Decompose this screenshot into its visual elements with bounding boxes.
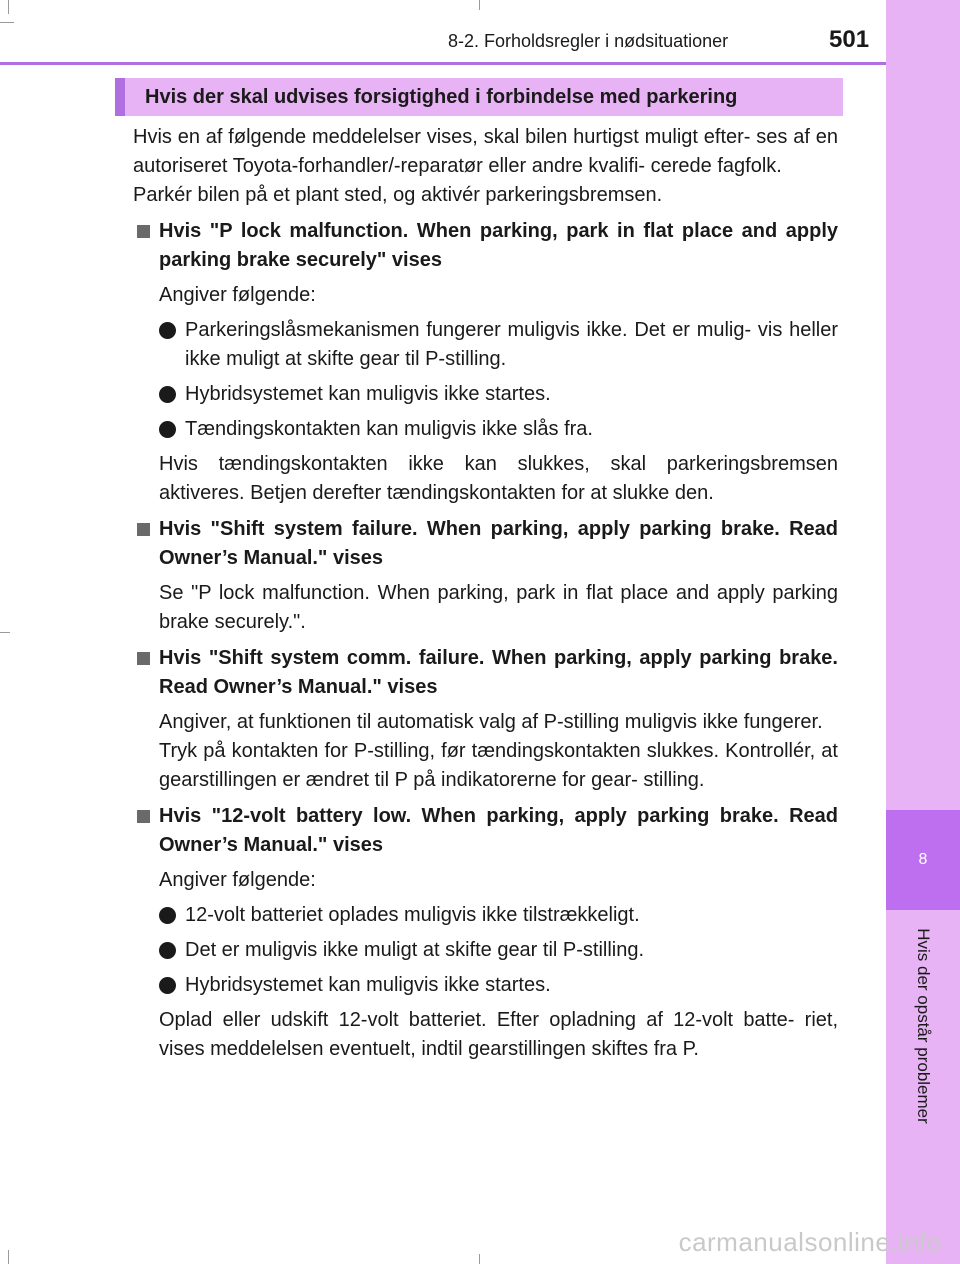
- item-heading-text: Hvis "P lock malfunction. When parking, park in flat place and apply parking brake securely" vises: [159, 220, 838, 271]
- list-item-text: Parkeringslåsmekanismen fungerer muligvis ikke. Det er mulig- vis heller ikke muligt at skifte gear til P-stilling.: [185, 319, 838, 370]
- bullet-list: [159, 316, 838, 444]
- list-item: [159, 316, 838, 374]
- square-bullet-icon: [137, 225, 150, 238]
- list-item-text: 12-volt batteriet oplades muligvis ikke tilstrækkeligt.: [185, 904, 640, 926]
- message-item: [133, 644, 838, 795]
- item-heading: [133, 644, 838, 702]
- item-heading-text: Hvis "Shift system comm. failure. When parking, apply parking brake. Read Owner’s Manual." vises: [159, 647, 838, 698]
- round-bullet-icon: [159, 421, 176, 438]
- header-rule: [0, 62, 886, 65]
- item-text: Se "P lock malfunction. When parking, park in flat place and apply parking brake securely.".: [159, 582, 838, 633]
- crop-mark: [479, 0, 480, 10]
- item-body: [133, 281, 838, 508]
- bullet-list: [159, 901, 838, 1000]
- intro-paragraph: Parkér bilen på et plant sted, og aktivér parkeringsbremsen.: [133, 184, 663, 206]
- item-body: [133, 708, 838, 795]
- intro-paragraph: Hvis en af følgende meddelelser vises, skal bilen hurtigst muligt efter- ses af en autoriseret Toyota-forhandler/-reparatør eller andre kvalifi- cerede fagfolk.: [133, 126, 838, 177]
- round-bullet-icon: [159, 907, 176, 924]
- square-bullet-icon: [137, 810, 150, 823]
- crop-mark: [0, 22, 14, 23]
- crop-mark: [8, 1250, 9, 1264]
- caution-heading-box: [115, 78, 843, 116]
- item-text: Angiver, at funktionen til automatisk valg af P-stilling muligvis ikke fungerer.: [159, 711, 823, 733]
- item-note: Hvis tændingskontakten ikke kan slukkes, skal parkeringsbremsen aktiveres. Betjen derefter tændingskontakten for at slukke den.: [159, 453, 838, 504]
- crop-mark: [8, 0, 9, 14]
- section-title: 8-2. Forholdsregler i nødsituationer: [448, 31, 729, 51]
- list-item: [159, 415, 838, 444]
- item-heading: [133, 217, 838, 275]
- list-item: [159, 936, 838, 965]
- watermark: carmanualsonline.info: [678, 1227, 942, 1257]
- item-heading-text: Hvis "12-volt battery low. When parking, apply parking brake. Read Owner’s Manual." vises: [159, 805, 838, 856]
- chapter-number: 8: [918, 851, 928, 868]
- list-item-text: Tændingskontakten kan muligvis ikke slås fra.: [185, 418, 593, 440]
- list-item-text: Hybridsystemet kan muligvis ikke startes.: [185, 383, 551, 405]
- round-bullet-icon: [159, 386, 176, 403]
- main-content: [133, 123, 838, 1064]
- list-item: [159, 971, 838, 1000]
- item-heading: [133, 515, 838, 573]
- square-bullet-icon: [137, 652, 150, 665]
- item-lead: Angiver følgende:: [159, 284, 316, 306]
- round-bullet-icon: [159, 977, 176, 994]
- chapter-title: Hvis der opstår problemer: [914, 928, 933, 1124]
- caution-title: Hvis der skal udvises forsigtighed i forbindelse med parkering: [145, 86, 738, 108]
- list-item: [159, 901, 838, 930]
- message-item: [133, 802, 838, 1064]
- square-bullet-icon: [137, 523, 150, 536]
- round-bullet-icon: [159, 942, 176, 959]
- item-heading: [133, 802, 838, 860]
- item-text: Tryk på kontakten for P-stilling, før tændingskontakten slukkes. Kontrollér, at gearstillingen er ændret til P på indikatorerne for gear- stilling.: [159, 740, 838, 791]
- item-lead: Angiver følgende:: [159, 869, 316, 891]
- list-item: [159, 380, 838, 409]
- item-heading-text: Hvis "Shift system failure. When parking, apply parking brake. Read Owner’s Manual." vises: [159, 518, 838, 569]
- message-item: [133, 217, 838, 508]
- message-item: [133, 515, 838, 637]
- round-bullet-icon: [159, 322, 176, 339]
- crop-mark: [0, 632, 10, 633]
- item-note: Oplad eller udskift 12-volt batteriet. Efter opladning af 12-volt batte- riet, vises meddelelsen eventuelt, indtil gearstillingen skiftes fra P.: [159, 1009, 838, 1060]
- page-number: 501: [829, 26, 870, 53]
- list-item-text: Det er muligvis ikke muligt at skifte gear til P-stilling.: [185, 939, 645, 961]
- list-item-text: Hybridsystemet kan muligvis ikke startes.: [185, 974, 551, 996]
- item-body: [133, 866, 838, 1064]
- crop-mark: [479, 1254, 480, 1264]
- item-body: [133, 579, 838, 637]
